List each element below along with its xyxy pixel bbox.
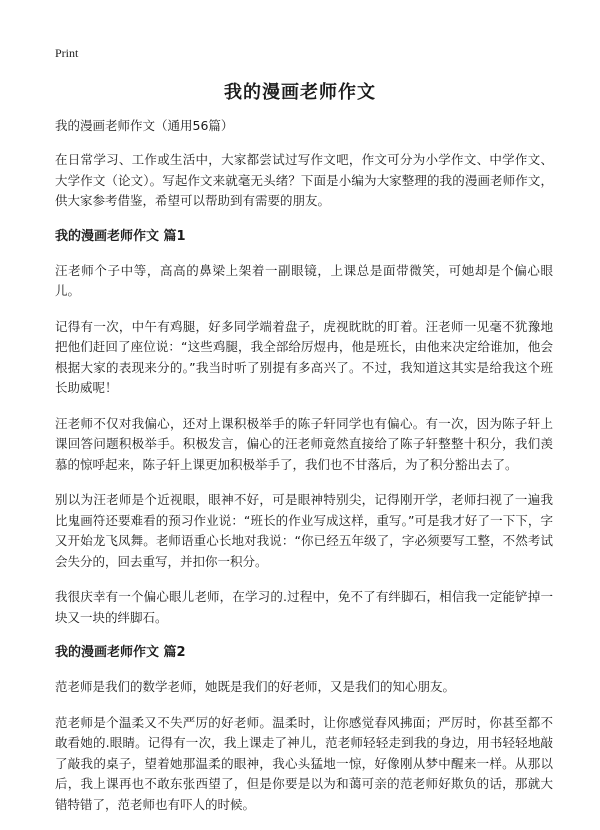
page-title: 我的漫画老师作文 (224, 82, 376, 103)
paragraph: 汪老师个子中等，高高的鼻梁上架着一副眼镜，上课总是面带微笑，可她却是个偏心眼儿。 (55, 262, 553, 298)
print-link[interactable]: Print (55, 46, 79, 60)
intro-paragraph: 在日常学习、工作或生活中，大家都尝试过写作文吧，作文可分为小学作文、中学作文、大学作文（论文）。写起作文来就毫无头绪？下面是小编为大家整理的我的漫画老师作文，供大家参考借鉴，希望可以帮助到有需要的朋友。 (55, 152, 553, 208)
section-2 (55, 643, 553, 815)
section-heading: 我的漫画老师作文 篇2 (55, 645, 186, 660)
paragraph: 范老师是个温柔又不失严厉的好老师。温柔时，让你感觉春风拂面；严厉时，你甚至都不敢看她的.眼睛。记得有一次，我上课走了神儿，范老师轻轻走到我的身边，用书轻轻地敲了敲我的桌子，望着她那温柔的眼神，我心头猛地一惊，好像刚从梦中醒来一样。从那以后，我上课再也不敢东张西望了，但是你要是以为和蔼可亲的范老师好欺负的话，那就大错特错了，范老师也有吓人的时候。 (55, 714, 553, 812)
section-1 (55, 227, 553, 629)
paragraph: 别以为汪老师是个近视眼，眼神不好，可是眼神特别尖，记得刚开学，老师扫视了一遍我比鬼画符还要难看的预习作业说：“班长的作业写成这样，重写。”可是我才好了一下下，字又开始龙飞凤舞。老师语重心长地对我说：“你已经五年级了，字必须要写工整，不然考试会失分的，回去重写，并扣你一积分。 (55, 492, 553, 569)
paragraph: 范老师是我们的数学老师，她既是我们的好老师，又是我们的知心朋友。 (55, 679, 456, 694)
article-subtitle: 我的漫画老师作文（通用56篇） (55, 118, 234, 133)
paragraph: 汪老师不仅对我偏心，还对上课积极举手的陈子轩同学也有偏心。有一次，因为陈子轩上课回答问题积极举手。积极发言，偏心的汪老师竟然直接给了陈子轩整整十积分，我们羡慕的惊呼起来，陈子轩上课更加积极举手了，我们也不甘落后，为了积分豁出去了。 (55, 415, 553, 472)
article-body (55, 116, 553, 830)
section-heading: 我的漫画老师作文 篇1 (55, 228, 186, 244)
paragraph: 我很庆幸有一个偏心眼儿老师，在学习的.过程中，免不了有绊脚石，相信我一定能铲掉一块又一块的绊脚石。 (55, 589, 553, 625)
paragraph: 记得有一次，中午有鸡腿，好多同学端着盘子，虎视眈眈的盯着。汪老师一见毫不犹豫地把他们赶回了座位说：“这些鸡腿，我全部给厉煜冉，他是班长，由他来决定给谁加，他会根据大家的表现来分的。”我当时听了别提有多高兴了。不过，我知道这其实是给我这个班长助威呢！ (55, 318, 553, 395)
